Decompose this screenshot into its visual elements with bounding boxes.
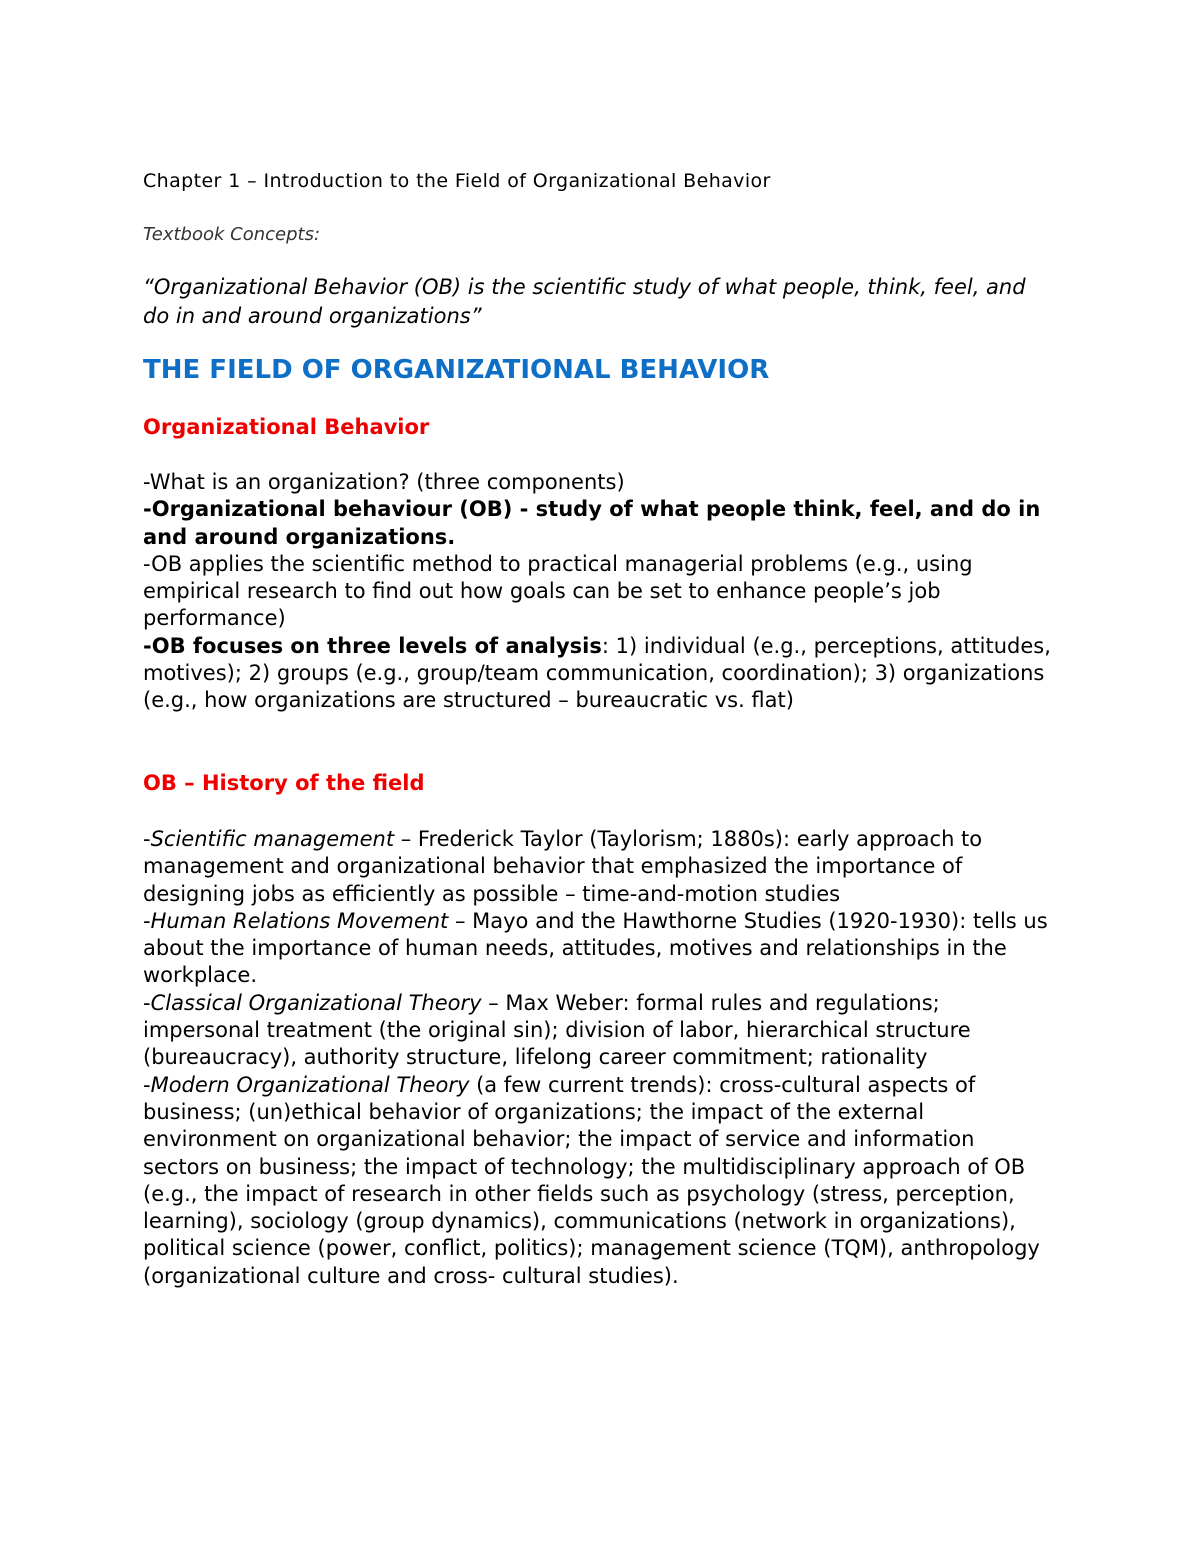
item-prefix: - (143, 990, 151, 1015)
note-text: : 1) individual (e.g., perceptions, attitudes, motives); 2) groups (e.g., group/team communication, coordination); 3) organizations (e.g., how organizations are structured – bureaucratic vs. flat) (143, 633, 1051, 713)
history-item (143, 826, 1055, 908)
history-term: Modern Organizational Theory (150, 1072, 470, 1097)
ob-definition-quote: “Organizational Behavior (OB) is the scientific study of what people, think, feel, and do in and around organizations” (143, 275, 1026, 328)
organizational-behavior-notes (143, 469, 1055, 715)
textbook-concepts-label: Textbook Concepts: (143, 224, 321, 245)
note-text: -What is an organization? (three components) (143, 470, 625, 494)
history-item (143, 908, 1055, 990)
history-term: Human Relations Movement (150, 908, 449, 933)
history-term: Scientific management (150, 827, 395, 851)
item-prefix: - (143, 1072, 151, 1097)
note-item (143, 551, 1055, 633)
note-bold-lead: -Organizational behaviour (OB) - study of what people think, feel, and do in and around organizations. (143, 497, 1041, 549)
history-text: – Mayo and the Hawthorne Studies (1920-1930): tells us about the importance of human needs, attitudes, motives and relationships in the workplace. (143, 908, 1048, 988)
history-text: – Frederick Taylor (Taylorism; 1880s): early approach to management and organizational behavior that emphasized the importance of designing jobs as efficiently as possible – time-and-motion studies (143, 827, 983, 906)
section-heading-organizational-behavior: Organizational Behavior (143, 415, 430, 439)
item-prefix: - (143, 908, 151, 933)
note-text: -OB applies the scientific method to practical managerial problems (e.g., using empirical research to find out how goals can be set to enhance people’s job performance) (143, 551, 973, 631)
chapter-title: Chapter 1 – Introduction to the Field of Organizational Behavior (143, 170, 771, 192)
item-prefix: - (143, 827, 151, 851)
history-term: Classical Organizational Theory (150, 990, 482, 1015)
history-item (143, 1072, 1055, 1290)
history-text: – Max Weber: formal rules and regulations; impersonal treatment (the original sin); division of labor, hierarchical structure (bureaucracy), authority structure, lifelong career commitment; rationality (143, 990, 971, 1070)
ob-history-notes (143, 826, 1055, 1290)
note-item (143, 633, 1055, 715)
note-bold-lead: -OB focuses on three levels of analysis (143, 633, 602, 658)
note-item (143, 496, 1055, 551)
note-item (143, 469, 1055, 496)
section-main-heading: THE FIELD OF ORGANIZATIONAL BEHAVIOR (143, 355, 770, 385)
history-text: (a few current trends): cross-cultural aspects of business; (un)ethical behavior of organizations; the impact of the external environment on organizational behavior; the impact of service and information sectors on business; the impact of technology; the multidisciplinary approach of OB (e.g., the impact of research in other fields such as psychology (stress, perception, learning), sociology (group dynamics), communications (network in organizations), political science (power, conflict, politics); management science (TQM), anthropology (organizational culture and cross- cultural studies). (143, 1072, 1040, 1288)
section-heading-ob-history: OB – History of the field (143, 771, 425, 795)
history-item (143, 990, 1055, 1072)
